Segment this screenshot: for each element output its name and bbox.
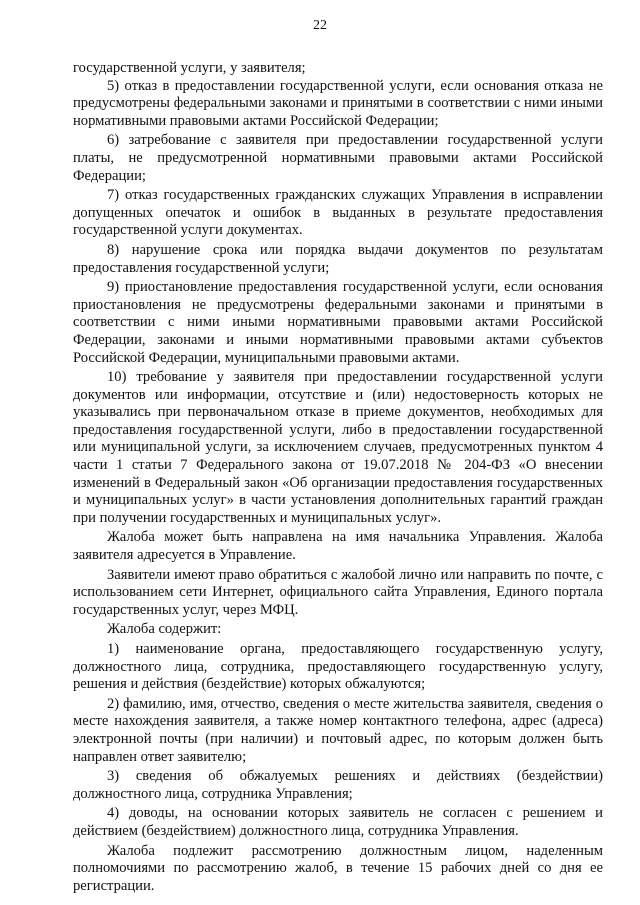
paragraph-item-6: 6) затребование с заявителя при предоставлении государственной услуги платы, не предусмотренной нормативными правовыми актами Российской Федерации; [73, 132, 603, 184]
document-body [73, 60, 603, 895]
paragraph-complaint-addressee: Жалоба может быть направлена на имя начальника Управления. Жалоба заявителя адресуется в Управление. [73, 529, 603, 564]
paragraph-item-8: 8) нарушение срока или порядка выдачи документов по результатам предоставления государственной услуги; [73, 241, 603, 276]
paragraph-contents-item-3: 3) сведения об обжалуемых решениях и действиях (бездействии) должностного лица, сотрудника Управления; [73, 768, 603, 802]
paragraph-complaint-review-term: Жалоба подлежит рассмотрению должностным лицом, наделенным полномочиями по рассмотрению жалоб, в течение 15 рабочих дней со дня ее регистрации. [73, 842, 603, 894]
paragraph-complaint-contents-heading: Жалоба содержит: [107, 621, 222, 638]
paragraph-item-5: 5) отказ в предоставлении государственной услуги, если основания отказа не предусмотрены федеральными законами и принятыми в соответствии с ними иными нормативными правовыми актами Российской Федерации; [73, 77, 603, 129]
paragraph-item-7: 7) отказ государственных гражданских служащих Управления в исправлении допущенных опечаток и ошибок в выданных в результате предоставления государственной услуги документах. [73, 187, 603, 239]
paragraph-continuation: государственной услуги, у заявителя; [73, 60, 306, 76]
paragraph-item-9: 9) приостановление предоставления государственной услуги, если основания приостановления не предусмотрены федеральными законами и принятыми в соответствии с ними иными нормативными правовыми актами Российской Федерации, законами и иными нормативными правовыми актами субъектов Российской Федерации, муниципальными правовыми актами. [73, 279, 603, 366]
page-number: 22 [313, 18, 327, 33]
paragraph-contents-item-4: 4) доводы, на основании которых заявитель не согласен с решением и действием (бездействием) должностного лица, сотрудника Управления. [73, 805, 603, 839]
paragraph-contents-item-1: 1) наименование органа, предоставляющего государственную услугу, должностного лица, сотрудника, предоставляющего государственную услугу, решения и действия (бездействие) которых обжалуются; [73, 641, 603, 693]
paragraph-item-10: 10) требование у заявителя при предоставлении государственной услуги документов или информации, отсутствие и (или) недостоверность которых не указывались при первоначальном отказе в приеме документов, необходимых для предоставления государственной услуги, либо в предоставлении государственной или муниципальной услуги, за исключением случаев, предусмотренных пунктом 4 части 1 статьи 7 Федерального закона от 19.07.2018 № 204-ФЗ «О внесении изменений в Федеральный закон «Об организации предоставления государственных и муниципальных услуг» в части установления дополнительных гарантий граждан при получении государственных и муниципальных услуг». [73, 369, 603, 526]
paragraph-contents-item-2: 2) фамилию, имя, отчество, сведения о месте жительства заявителя, сведения о месте нахождения заявителя, а также номер контактного телефона, адрес (адреса) электронной почты (при наличии) и почтовый адрес, по которым должен быть направлен ответ заявителю; [73, 695, 603, 765]
paragraph-complaint-channels: Заявители имеют право обратиться с жалобой лично или направить по почте, с использованием сети Интернет, официального сайта Управления, Единого портала государственных услуг, через МФЦ. [73, 566, 603, 618]
